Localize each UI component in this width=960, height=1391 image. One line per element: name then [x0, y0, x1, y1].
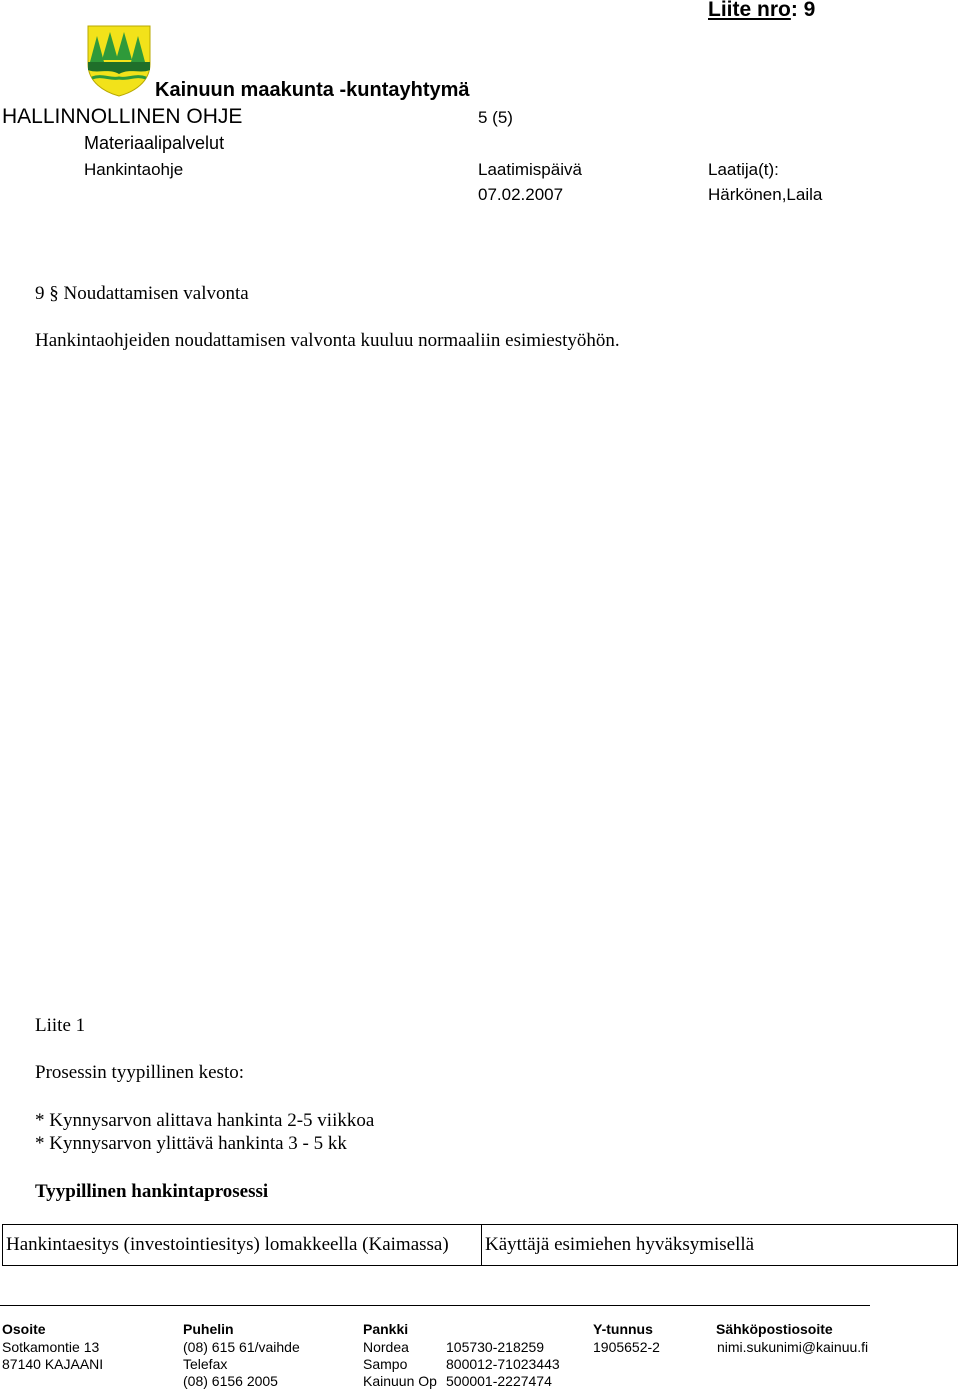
footer-header-ytunnus: Y-tunnus — [593, 1321, 653, 1337]
date-value: 07.02.2007 — [478, 185, 564, 204]
footer-header-address: Osoite — [2, 1321, 46, 1337]
process-heading: Tyypillinen hankintaprosessi — [35, 1181, 269, 1202]
footer-phone-line: (08) 615 61/vaihde — [183, 1339, 300, 1355]
document-name: Hankintaohje — [84, 160, 184, 179]
footer-header-phone: Puhelin — [183, 1321, 234, 1337]
footer-address-line: Sotkamontie 13 — [2, 1339, 100, 1355]
footer-phone-line: Telefax — [183, 1356, 228, 1372]
appendix-number — [708, 0, 815, 22]
footer-header-bank: Pankki — [363, 1321, 409, 1337]
footer-bank-name: Sampo — [363, 1356, 408, 1372]
date-label: Laatimispäivä — [478, 160, 582, 179]
footer-address-line: 87140 KAJAANI — [2, 1356, 104, 1372]
list-item: * Kynnysarvon ylittävä hankinta 3 - 5 kk — [35, 1133, 347, 1154]
author-value: Härkönen,Laila — [708, 185, 823, 204]
organization-name: Kainuun maakunta -kuntayhtymä — [155, 79, 470, 101]
footer-ytunnus: 1905652-2 — [593, 1339, 660, 1355]
appendix-number-value: 9 — [803, 0, 816, 21]
kainuu-coat-of-arms-icon — [86, 24, 152, 98]
footer-bank-name: Nordea — [363, 1339, 409, 1355]
page-number: 5 (5) — [478, 108, 513, 127]
document-type: HALLINNOLLINEN OHJE — [2, 105, 243, 128]
table-cell: Käyttäjä esimiehen hyväksymisellä — [485, 1234, 755, 1255]
footer-email: nimi.sukunimi@kainuu.fi — [717, 1339, 869, 1355]
section-heading: 9 § Noudattamisen valvonta — [35, 283, 249, 304]
footer-divider — [0, 1305, 870, 1306]
footer-header-email: Sähköpostiosoite — [716, 1321, 833, 1337]
appendix-number-label: Liite nro — [708, 0, 791, 21]
department: Materiaalipalvelut — [84, 133, 225, 153]
duration-label: Prosessin tyypillinen kesto: — [35, 1062, 244, 1083]
table-cell: Hankintaesitys (investointiesitys) lomakkeella (Kaimassa) — [3, 1225, 482, 1265]
appendix-title: Liite 1 — [35, 1015, 86, 1036]
footer-bank-account: 800012-71023443 — [446, 1356, 560, 1372]
author-label: Laatija(t): — [708, 160, 779, 179]
appendix-number-separator: : — [790, 0, 804, 21]
footer-bank-account: 500001-2227474 — [446, 1373, 552, 1389]
footer-bank-account: 105730-218259 — [446, 1339, 545, 1355]
section-text: Hankintaohjeiden noudattamisen valvonta kuuluu normaaliin esimiestyöhön. — [35, 330, 620, 351]
process-table — [2, 1224, 958, 1266]
list-item: * Kynnysarvon alittava hankinta 2-5 viikkoa — [35, 1110, 375, 1131]
footer-bank-name: Kainuun Op — [363, 1373, 437, 1389]
footer-phone-line: (08) 6156 2005 — [183, 1373, 278, 1389]
